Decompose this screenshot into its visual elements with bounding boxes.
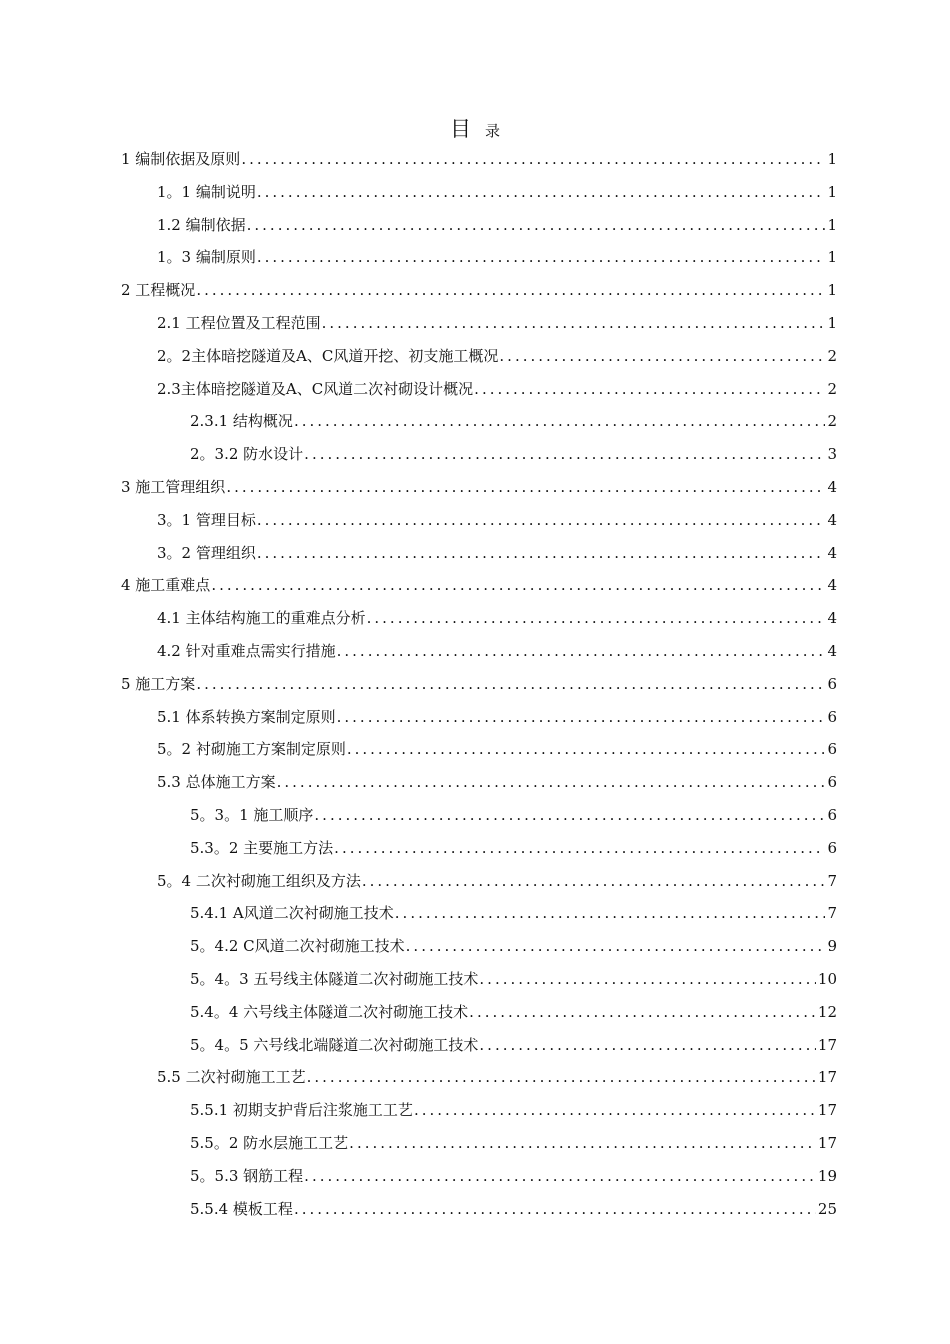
toc-leader-dots bbox=[304, 438, 825, 470]
toc-entry-page-number: 10 bbox=[817, 970, 837, 988]
toc-leader-dots bbox=[304, 1160, 816, 1192]
toc-entry[interactable] bbox=[190, 930, 837, 962]
toc-entry[interactable] bbox=[157, 373, 837, 405]
toc-leader-dots bbox=[349, 1127, 816, 1159]
toc-entry-label: 1。1 编制说明 bbox=[157, 182, 256, 201]
toc-leader-dots bbox=[367, 602, 826, 634]
toc-entry-page-number: 1 bbox=[827, 150, 837, 168]
toc-entry-page-number: 17 bbox=[817, 1035, 837, 1054]
toc-entry[interactable] bbox=[190, 1160, 837, 1192]
toc-entry-label: 5.5.4 模板工程 bbox=[190, 1199, 293, 1218]
toc-entry-page-number: 17 bbox=[817, 1101, 837, 1120]
toc-entry[interactable] bbox=[190, 405, 837, 437]
toc-entry[interactable] bbox=[157, 766, 837, 798]
toc-entry[interactable] bbox=[121, 274, 837, 306]
toc-entry-label: 4.1 主体结构施工的重难点分析 bbox=[157, 609, 366, 628]
toc-leader-dots bbox=[294, 405, 826, 437]
toc-entry[interactable] bbox=[157, 176, 837, 208]
toc-leader-dots bbox=[241, 143, 825, 175]
toc-entry-page-number: 2 bbox=[827, 412, 837, 431]
toc-entry[interactable] bbox=[190, 799, 837, 831]
toc-entry-page-number: 4 bbox=[827, 609, 837, 628]
toc-leader-dots bbox=[474, 373, 825, 405]
toc-entry-label: 5.5 二次衬砌施工工艺 bbox=[157, 1068, 306, 1087]
toc-entry-page-number: 19 bbox=[817, 1166, 837, 1185]
toc-entry-label: 5。4.2 C风道二次衬砌施工技术 bbox=[190, 937, 405, 956]
toc-leader-dots bbox=[294, 1193, 816, 1225]
toc-entry-label: 2 工程概况 bbox=[121, 281, 196, 300]
toc-entry-page-number: 1 bbox=[827, 248, 837, 267]
toc-leader-dots bbox=[257, 241, 826, 273]
toc-entry[interactable] bbox=[157, 504, 837, 536]
toc-leader-dots bbox=[479, 963, 816, 995]
toc-leader-dots bbox=[322, 307, 826, 339]
toc-title bbox=[0, 114, 950, 146]
toc-leader-dots bbox=[257, 537, 826, 569]
toc-entry-label: 5。2 衬砌施工方案制定原则 bbox=[157, 740, 346, 759]
toc-entry-label: 2。2主体暗挖隧道及A、C风道开挖、初支施工概况 bbox=[157, 346, 499, 365]
toc-entry-page-number: 6 bbox=[827, 838, 837, 857]
toc-entry-label: 1 编制依据及原则 bbox=[121, 150, 241, 168]
toc-leader-dots bbox=[247, 209, 826, 241]
toc-entry-label: 4 施工重难点 bbox=[121, 576, 211, 595]
toc-entry-label: 5。4 二次衬砌施工组织及方法 bbox=[157, 871, 361, 890]
toc-entry-page-number: 1 bbox=[827, 215, 837, 234]
toc-entry[interactable] bbox=[157, 701, 837, 733]
toc-entry[interactable] bbox=[190, 897, 837, 929]
toc-entry-label: 5.5.1 初期支护背后注浆施工工艺 bbox=[190, 1101, 413, 1120]
toc-leader-dots bbox=[337, 635, 826, 667]
toc-entry[interactable] bbox=[157, 340, 837, 372]
toc-entry-label: 5.4.1 A风道二次衬砌施工技术 bbox=[190, 904, 394, 923]
toc-entry-label: 2。3.2 防水设计 bbox=[190, 445, 304, 464]
toc-entry-label: 5.3。2 主要施工方法 bbox=[190, 838, 334, 857]
toc-entry-label: 1.2 编制依据 bbox=[157, 215, 246, 234]
toc-entry-page-number: 4 bbox=[827, 642, 837, 660]
toc-entry[interactable] bbox=[121, 569, 837, 601]
toc-entry[interactable] bbox=[157, 733, 837, 765]
toc-entry[interactable] bbox=[121, 471, 837, 503]
toc-entry-page-number: 2 bbox=[827, 379, 837, 398]
toc-entry-label: 5。3。1 施工顺序 bbox=[190, 806, 314, 824]
toc-entry-page-number: 4 bbox=[827, 478, 837, 496]
toc-entry[interactable] bbox=[190, 963, 837, 995]
toc-entry-page-number: 12 bbox=[817, 1002, 837, 1021]
toc-leader-dots bbox=[196, 274, 825, 306]
toc-entry-page-number: 4 bbox=[827, 576, 837, 595]
toc-entry[interactable] bbox=[121, 668, 837, 700]
toc-entry[interactable] bbox=[190, 832, 837, 864]
toc-entry-label: 2.3.1 结构概况 bbox=[190, 412, 293, 431]
toc-leader-dots bbox=[337, 701, 826, 733]
toc-entry-label: 5.5。2 防水层施工工艺 bbox=[190, 1134, 349, 1152]
toc-leader-dots bbox=[362, 865, 826, 897]
toc-entry-page-number: 6 bbox=[827, 773, 837, 792]
toc-entry[interactable] bbox=[190, 1094, 837, 1126]
toc-entry-label: 5。5.3 钢筋工程 bbox=[190, 1166, 304, 1185]
toc-entry-page-number: 6 bbox=[827, 740, 837, 759]
toc-entry-label: 5.1 体系转换方案制定原则 bbox=[157, 707, 336, 726]
toc-entry[interactable] bbox=[157, 209, 837, 241]
toc-entry-page-number: 6 bbox=[827, 674, 837, 693]
toc-entry-page-number: 9 bbox=[827, 937, 837, 956]
toc-entry[interactable] bbox=[190, 1029, 837, 1061]
toc-entry-label: 4.2 针对重难点需实行措施 bbox=[157, 642, 336, 660]
toc-entry-page-number: 17 bbox=[817, 1134, 837, 1152]
toc-entry[interactable] bbox=[157, 537, 837, 569]
toc-leader-dots bbox=[334, 832, 825, 864]
toc-leader-dots bbox=[347, 733, 826, 765]
toc-leader-dots bbox=[211, 569, 825, 601]
toc-leader-dots bbox=[257, 176, 826, 208]
toc-title-main: 目 bbox=[449, 117, 471, 141]
toc-leader-dots bbox=[479, 1029, 816, 1061]
toc-entry-page-number: 4 bbox=[827, 510, 837, 529]
toc-entry[interactable] bbox=[190, 438, 837, 470]
toc-entry-label: 2.1 工程位置及工程范围 bbox=[157, 314, 321, 332]
toc-leader-dots bbox=[277, 766, 826, 798]
toc-entry-page-number: 17 bbox=[817, 1068, 837, 1087]
toc-entry-label: 3 施工管理组织 bbox=[121, 478, 226, 496]
toc-entry-label: 5.3 总体施工方案 bbox=[157, 773, 276, 792]
toc-entry-label: 1。3 编制原则 bbox=[157, 248, 256, 267]
toc-title-tail: 录 bbox=[484, 122, 500, 140]
toc-entry-label: 3。2 管理组织 bbox=[157, 543, 256, 562]
toc-entry-label: 5 施工方案 bbox=[121, 674, 196, 693]
toc-entry-page-number: 25 bbox=[817, 1199, 837, 1218]
toc-entry[interactable] bbox=[190, 1127, 837, 1159]
toc-entry-page-number: 1 bbox=[827, 314, 837, 332]
toc-entry-page-number: 1 bbox=[827, 281, 837, 300]
toc-entry[interactable] bbox=[157, 865, 837, 897]
toc-leader-dots bbox=[499, 340, 825, 372]
toc-leader-dots bbox=[196, 668, 825, 700]
toc-entry[interactable] bbox=[157, 602, 837, 634]
toc-leader-dots bbox=[314, 799, 825, 831]
toc-entry-page-number: 7 bbox=[827, 871, 837, 890]
toc-leader-dots bbox=[395, 897, 826, 929]
toc-leader-dots bbox=[307, 1061, 816, 1093]
toc-entry-label: 5.4。4 六号线主体隧道二次衬砌施工技术 bbox=[190, 1002, 469, 1021]
toc-entry[interactable] bbox=[190, 996, 837, 1028]
toc-leader-dots bbox=[226, 471, 825, 503]
toc-entry-label: 5。4。5 六号线北端隧道二次衬砌施工技术 bbox=[190, 1035, 479, 1054]
toc-entry-page-number: 7 bbox=[827, 904, 837, 923]
toc-entry-page-number: 4 bbox=[827, 543, 837, 562]
toc-entry-page-number: 2 bbox=[827, 346, 837, 365]
toc-entry[interactable] bbox=[121, 143, 837, 175]
toc-entry[interactable] bbox=[157, 307, 837, 339]
toc-leader-dots bbox=[257, 504, 826, 536]
toc-entry[interactable] bbox=[157, 1061, 837, 1093]
toc-entry-label: 2.3主体暗挖隧道及A、C风道二次衬砌设计概况 bbox=[157, 379, 474, 398]
toc-entry-label: 5。4。3 五号线主体隧道二次衬砌施工技术 bbox=[190, 970, 479, 988]
toc-entry-page-number: 3 bbox=[827, 445, 837, 464]
toc-entry-page-number: 1 bbox=[827, 182, 837, 201]
toc-leader-dots bbox=[406, 930, 826, 962]
toc-entry-page-number: 6 bbox=[827, 707, 837, 726]
toc-leader-dots bbox=[414, 1094, 816, 1126]
toc-entry[interactable] bbox=[157, 635, 837, 667]
toc-entry[interactable] bbox=[157, 241, 837, 273]
toc-entry[interactable] bbox=[190, 1193, 837, 1225]
toc-leader-dots bbox=[469, 996, 816, 1028]
toc-entry-label: 3。1 管理目标 bbox=[157, 510, 256, 529]
toc-entry-page-number: 6 bbox=[827, 806, 837, 824]
